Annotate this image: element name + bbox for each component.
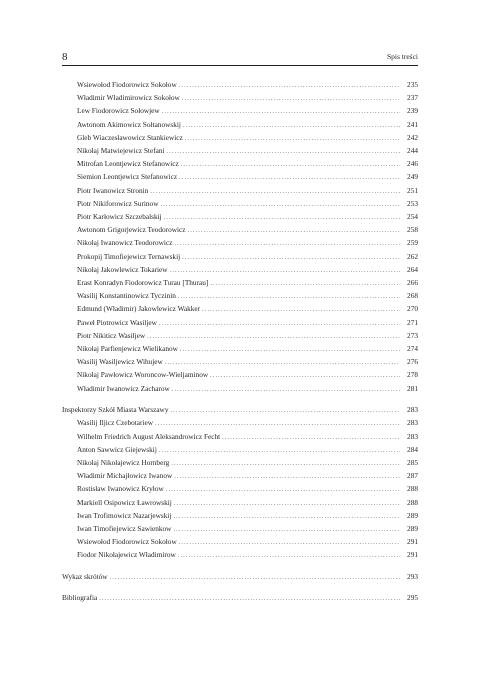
toc-entry[interactable] xyxy=(77,132,418,144)
dot-leader xyxy=(173,524,400,536)
toc-entry-title: Siemion Leontjewicz Stefanowicz xyxy=(77,172,178,182)
toc-entry[interactable] xyxy=(77,92,418,104)
toc-entry-page: 237 xyxy=(407,93,418,103)
toc-entry[interactable] xyxy=(77,330,418,342)
toc-entry-title: Rostisław Iwanowicz Kryłow xyxy=(77,484,164,494)
dot-leader xyxy=(162,106,400,118)
dot-leader xyxy=(179,537,400,549)
toc-entry-title: Wasilij Iljicz Czebotariew xyxy=(77,418,154,428)
toc-entry[interactable] xyxy=(77,431,418,443)
toc-entry[interactable] xyxy=(77,251,418,263)
toc-entry-title: Wsiewołod Fiodorowicz Sokołow xyxy=(77,80,177,89)
toc-entry[interactable] xyxy=(77,277,418,289)
dot-leader xyxy=(179,80,400,92)
dot-leader xyxy=(202,304,400,316)
toc-entry[interactable] xyxy=(77,457,418,469)
toc-entry[interactable] xyxy=(77,483,418,495)
toc-entry-page: 271 xyxy=(407,317,418,327)
dot-leader xyxy=(147,331,400,343)
toc-entry-title: Anton Sawwicz Giejewskij xyxy=(77,444,157,454)
toc-entry-title: Nikołaj Pawłowicz Woroncow-Wieljaminow xyxy=(77,370,209,380)
toc-entry-title: Mitrofan Leontjewicz Stefanowicz xyxy=(77,159,179,169)
dot-leader xyxy=(178,291,400,303)
toc-entry-title: Prokopij Timofiejewicz Ternawskij xyxy=(77,251,181,261)
dot-leader xyxy=(174,498,400,510)
toc-entry-page: 268 xyxy=(407,291,418,301)
dot-leader xyxy=(165,357,400,369)
dot-leader xyxy=(182,93,400,105)
toc-entry-page: 283 xyxy=(407,431,418,441)
toc-entry[interactable] xyxy=(77,470,418,482)
toc-entry[interactable] xyxy=(77,356,418,368)
dot-leader xyxy=(155,418,400,430)
toc-entry-title: Gleb Wiaczesławowicz Stankiewicz xyxy=(77,132,183,142)
toc-entry-title: Piotr Nikiforowicz Surinow xyxy=(77,198,159,208)
dot-leader xyxy=(210,278,400,290)
toc-entry[interactable] xyxy=(77,185,418,197)
toc-entry-title: Markiell Osipowicz Ławrowskij xyxy=(77,497,172,507)
toc-entry-page: 258 xyxy=(407,225,418,235)
toc-entry-title: Wasilij Konstantinowicz Tyczinin xyxy=(77,291,176,301)
toc-entry[interactable] xyxy=(77,224,418,236)
dot-leader xyxy=(172,384,400,396)
running-header xyxy=(62,50,418,66)
header-rule xyxy=(62,65,418,66)
toc-entry-title: Awtonom Grigorjewicz Teodorowicz xyxy=(77,225,186,235)
dot-leader xyxy=(167,146,400,158)
toc-entry-page: 283 xyxy=(407,405,418,414)
dot-leader xyxy=(160,199,400,211)
toc-entry-page: 242 xyxy=(407,132,418,142)
toc-entry[interactable] xyxy=(77,145,418,157)
toc-entry[interactable] xyxy=(77,497,418,509)
toc-entry-page: 291 xyxy=(407,550,418,560)
toc-entry-title: Władimir Iwanowicz Zacharow xyxy=(77,383,170,393)
toc-entry-page: 249 xyxy=(407,172,418,182)
toc-entry[interactable] xyxy=(77,383,418,395)
toc-entry-page: 281 xyxy=(407,383,418,393)
toc-entry-page: 288 xyxy=(407,497,418,507)
toc-entry-title: Awtonom Akimowicz Sołtanowskij xyxy=(77,119,181,129)
dot-leader xyxy=(174,238,400,250)
toc-entry-title: Wsiewołod Fiodorowicz Sokołow xyxy=(77,537,177,547)
dot-leader xyxy=(110,572,400,584)
toc-entry-title: Piotr Karłowicz Szczebalskij xyxy=(77,212,162,221)
toc-entry-page: 266 xyxy=(407,278,418,287)
dot-leader xyxy=(188,225,400,237)
toc-entry[interactable] xyxy=(77,79,418,91)
toc-entry-page: 235 xyxy=(407,80,418,89)
toc-entry-page: 259 xyxy=(407,238,418,248)
toc-entry-page: 244 xyxy=(407,146,418,155)
dot-leader xyxy=(179,172,400,184)
toc-entry[interactable] xyxy=(77,198,418,210)
toc-entry[interactable] xyxy=(77,119,418,131)
toc-entry-title: Władimir Michajłowicz Iwanow xyxy=(77,471,173,481)
toc-entry-page: 278 xyxy=(407,370,418,380)
toc-entry-page: 274 xyxy=(407,344,418,353)
toc-entry[interactable] xyxy=(77,290,418,302)
dot-leader xyxy=(166,484,400,496)
dot-leader xyxy=(159,318,400,330)
toc-entry-title: Wilhelm Friedrich August Aleksandrowicz Fecht xyxy=(77,431,221,441)
toc-section-entry[interactable] xyxy=(62,571,418,583)
toc-entry-page: 241 xyxy=(407,119,418,129)
toc-entry-page: 251 xyxy=(407,185,418,195)
toc-entry[interactable] xyxy=(77,264,418,276)
dot-leader xyxy=(171,458,400,470)
toc-entry[interactable] xyxy=(77,317,418,329)
toc-entry-page: 283 xyxy=(407,418,418,428)
toc-entry[interactable] xyxy=(77,549,418,561)
dot-leader xyxy=(99,593,400,605)
toc-entry-title: Paweł Piotrowicz Wasiljew xyxy=(77,317,157,327)
toc-section-entry[interactable] xyxy=(62,592,418,604)
dot-leader xyxy=(178,550,400,562)
toc-entry[interactable] xyxy=(77,417,418,429)
toc-entry-title: Piotr Nikiticz Wasiljew xyxy=(77,330,146,340)
toc-entry-title: Bibliografia xyxy=(62,593,98,602)
toc-entry-title: Nikołaj Nikołajewicz Hornberg xyxy=(77,458,170,467)
toc-entry[interactable] xyxy=(77,536,418,548)
toc-entry[interactable] xyxy=(77,171,418,183)
toc-entry-title: Wykaz skrótów xyxy=(62,572,108,581)
toc-entry[interactable] xyxy=(77,444,418,456)
toc-entry[interactable] xyxy=(77,211,418,223)
toc-entry-page: 287 xyxy=(407,471,418,481)
toc-entry-title: Nikołaj Jakowlewicz Tokariew xyxy=(77,264,168,274)
toc-entry-page: 246 xyxy=(407,159,418,169)
dot-leader xyxy=(182,252,400,264)
toc-entry-title: Fiodor Nikołajewicz Władimirow xyxy=(77,550,176,560)
toc-entry-title: Nikołaj Iwanowicz Teodorowicz xyxy=(77,238,173,248)
toc-entry-title: Iwan Timofiejewicz Sawienkow xyxy=(77,524,172,533)
toc-entry-page: 264 xyxy=(407,264,418,274)
toc-entry-title: Erast Konradyn Fiodorowicz Turau [Thurau] xyxy=(77,278,209,287)
toc-entry[interactable] xyxy=(77,343,418,355)
toc-entry-page: 273 xyxy=(407,330,418,340)
dot-leader xyxy=(183,120,400,132)
dot-leader xyxy=(170,265,400,277)
toc-entry-title: Nikołaj Parfienjewicz Wielikanow xyxy=(77,344,178,353)
dot-leader xyxy=(150,186,400,198)
toc-entry[interactable] xyxy=(77,303,418,315)
dot-leader xyxy=(181,159,400,171)
toc-entry[interactable] xyxy=(77,523,418,535)
toc-entry[interactable] xyxy=(77,369,418,381)
toc-entry-page: 276 xyxy=(407,357,418,367)
toc-entry[interactable] xyxy=(77,105,418,117)
toc-entry-title: Lew Fiodorowicz Sołowjew xyxy=(77,106,160,116)
toc-entry-title: Edmund (Władimir) Jakowlewicz Wakker xyxy=(77,304,201,314)
dot-leader xyxy=(185,133,400,145)
dot-leader xyxy=(173,511,400,523)
toc-entry-title: Władimir Władimirowicz Sokołow xyxy=(77,93,180,103)
toc-entry-page: 295 xyxy=(407,593,418,602)
toc-entry-title: Iwan Trofimowicz Nazarjewskij xyxy=(77,510,172,520)
toc-entry-title: Inspektorzy Szkół Miasta Warszawy xyxy=(62,405,169,414)
toc-section-entry[interactable] xyxy=(62,404,418,416)
dot-leader xyxy=(159,445,400,457)
toc-entry-title: Piotr Iwanowicz Stronin xyxy=(77,185,149,195)
toc-entry-page: 285 xyxy=(407,458,418,467)
toc-entry-title: Wasilij Wasiljewicz Wihujew xyxy=(77,357,163,367)
toc-entry[interactable] xyxy=(77,158,418,170)
toc-entry-page: 254 xyxy=(407,212,418,221)
toc-entry[interactable] xyxy=(77,237,418,249)
dot-leader xyxy=(180,344,400,356)
toc-entry-page: 289 xyxy=(407,510,418,520)
dot-leader xyxy=(170,405,400,417)
dot-leader xyxy=(174,471,400,483)
toc-entry-page: 239 xyxy=(407,106,418,116)
dot-leader xyxy=(164,212,400,224)
dot-leader xyxy=(222,432,400,444)
toc-entry-page: 270 xyxy=(407,304,418,314)
toc-entry-page: 288 xyxy=(407,484,418,494)
toc-entry-page: 253 xyxy=(407,198,418,208)
running-title: Spis treści xyxy=(386,52,418,61)
dot-leader xyxy=(210,370,400,382)
toc-entry-page: 262 xyxy=(407,251,418,261)
toc-entry-page: 289 xyxy=(407,524,418,533)
toc-entry-page: 293 xyxy=(407,572,418,581)
toc-entry-page: 284 xyxy=(407,444,418,454)
toc-entry-title: Nikołaj Matwiejewicz Stefani xyxy=(77,146,165,155)
toc-entry-page: 291 xyxy=(407,537,418,547)
toc-entry[interactable] xyxy=(77,510,418,522)
page-number: 8 xyxy=(62,51,68,63)
